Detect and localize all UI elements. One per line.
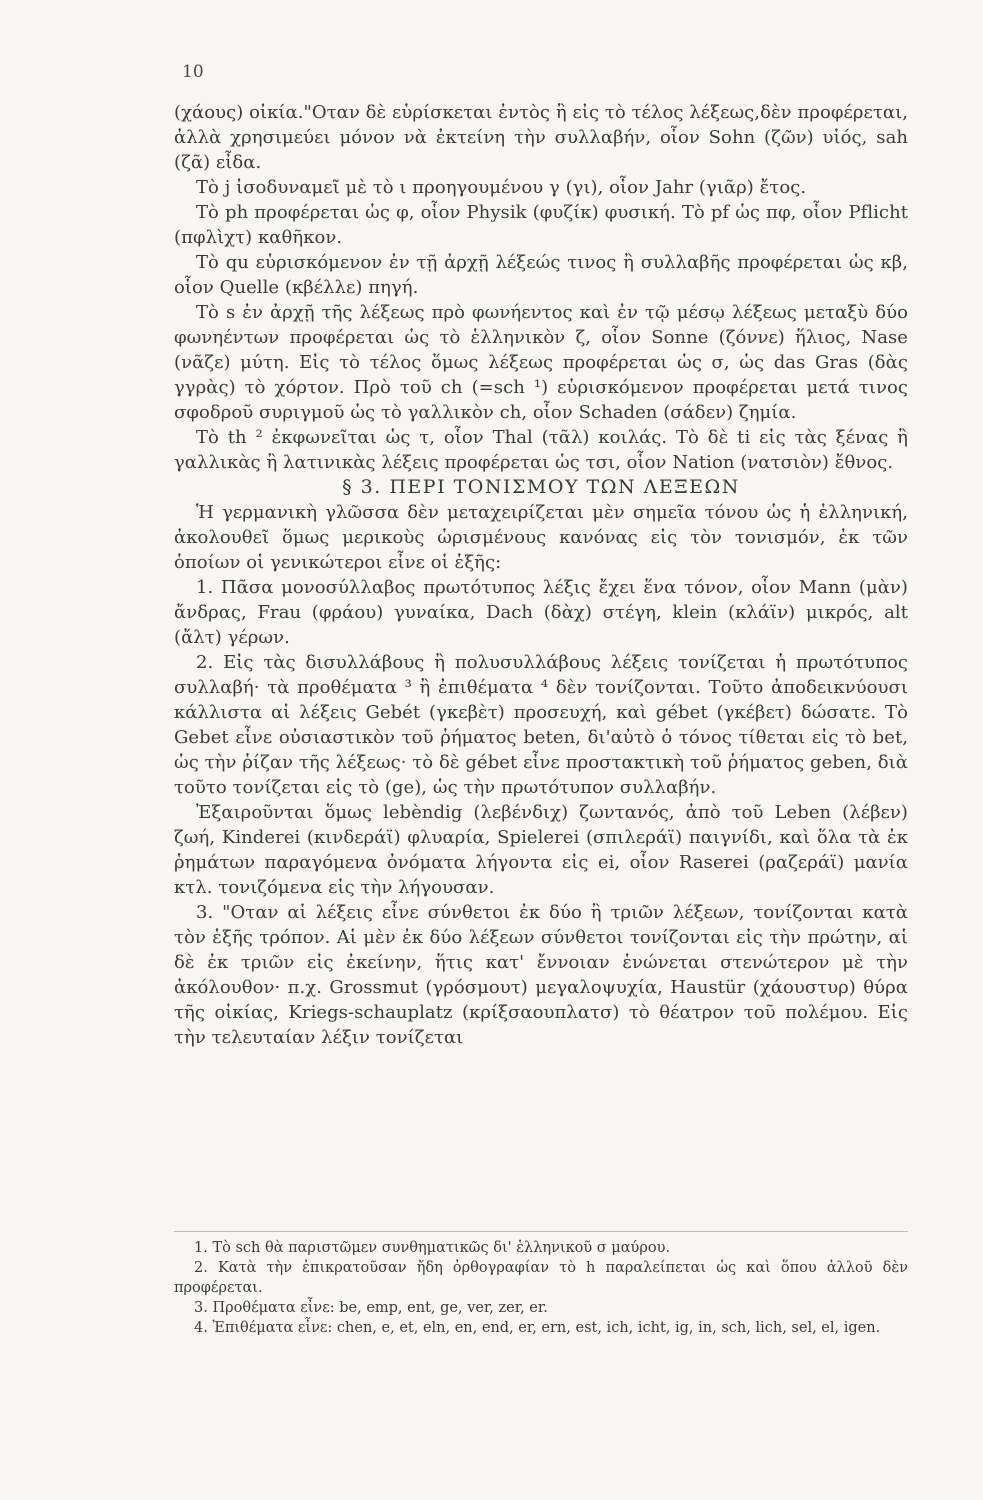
page-number: 10 xyxy=(182,62,204,82)
footnote-1: 1. Τὸ sch θὰ παριστῶμεν συνθηματικῶς δι' ἑλληνικοῦ σ μαύρου. xyxy=(194,1240,671,1256)
footnote-divider xyxy=(174,1231,908,1232)
paragraph-exceptions: Ἐξαιροῦνται ὅμως lebèndig (λεβένδιχ) ζωντανός, ἀπὸ τοῦ Leben (λέβεν) ζωή, Kinderei (κινδεράϊ) φλυαρία, Spielerei (σπιλεράϊ) παιγνίδι, καὶ ὅλα τὰ ἐκ ῥημάτων παραγόμενα ὀνόματα λήγοντα εἰς ei, οἷον Raserei (ραζεράϊ) μανία κτλ. τονιζόμενα εἰς τὴν λήγουσαν. xyxy=(174,802,908,898)
footnotes xyxy=(174,1238,908,1338)
paragraph-j-rule: Τὸ j ἰσοδυναμεῖ μὲ τὸ ι προηγουμένου γ (γι), οἷον Jahr (γιᾶρ) ἔτος. xyxy=(196,177,807,198)
main-text xyxy=(174,100,908,1050)
footnote-2: 2. Κατὰ τὴν ἐπικρατοῦσαν ἤδη ὀρθογραφίαν τὸ h παραλείπεται ὡς καὶ ὅπου ἀλλοῦ δὲν προφέρεται. xyxy=(174,1260,908,1296)
footnote-3: 3. Προθέματα εἶνε: be, emp, ent, ge, ver, zer, er. xyxy=(194,1300,548,1316)
paragraph-chaous: (χάους) οἰκία."Οταν δὲ εὑρίσκεται ἐντὸς ἢ εἰς τὸ τέλος λέξεως,δὲν προφέρεται, ἀλλὰ χρησιμεύει μόνον νὰ ἐκτείνη τὴν συλλαβήν, οἷον Sohn (ζῶν) υἱός, sah (ζᾶ) εἶδα. xyxy=(174,102,908,173)
paragraph-ph-rule: Τὸ ph προφέρεται ὡς φ, οἷον Physik (φυζίκ) φυσική. Τὸ pf ὡς πφ, οἷον Pflicht (πφλὶχτ) καθῆκον. xyxy=(174,202,908,248)
paragraph-rule-1: 1. Πᾶσα μονοσύλλαβος πρωτότυπος λέξις ἔχει ἕνα τόνον, οἷον Mann (μὰν) ἄνδρας, Frau (φράου) γυναίκα, Dach (δὰχ) στέγη, klein (κλάϊν) μικρός, alt (ἄλτ) γέρων. xyxy=(174,577,908,648)
footnote-4: 4. Ἐπιθέματα εἶνε: chen, e, et, eln, en, end, er, ern, est, ich, icht, ig, in, sch, lich, sel, el, igen. xyxy=(194,1320,881,1336)
paragraph-s-rule: Τὸ s ἐν ἀρχῇ τῆς λέξεως πρὸ φωνήεντος καὶ ἐν τῷ μέσῳ λέξεως μεταξὺ δύο φωνηέντων προφέρεται ὡς τὸ ἑλληνικὸν ζ, οἷον Sonne (ζόννε) ἥλιος, Nase (νᾶζε) μύτη. Εἰς τὸ τέλος ὅμως λέξεως προφέρεται ὡς σ, ὡς das Gras (δὰς γγρὰς) τὸ χόρτον. Πρὸ τοῦ ch (=sch ¹) εὑρισκόμενον προφέρεται μετά τινος σφοδροῦ συριγμοῦ ὡς τὸ γαλλικὸν ch, οἷον Schaden (σάδεν) ζημία. xyxy=(174,302,908,423)
paragraph-intro-accent: Ἡ γερμανικὴ γλῶσσα δὲν μεταχειρίζεται μὲν σημεῖα τόνου ὡς ἡ ἑλληνική, ἀκολουθεῖ ὅμως μερικοὺς ὡρισμένους κανόνας εἰς τὸν τονισμόν, ἐκ τῶν ὁποίων οἱ γενικώτεροι εἶνε οἱ ἑξῆς: xyxy=(174,502,908,573)
paragraph-rule-2: 2. Εἰς τὰς δισυλλάβους ἢ πολυσυλλάβους λέξεις τονίζεται ἡ πρωτότυπος συλλαβή· τὰ προθέματα ³ ἢ ἐπιθέματα ⁴ δὲν τονίζονται. Τοῦτο ἀποδεικνύουσι κάλλιστα αἱ λέξεις Gebét (γκεβὲτ) προσευχή, καὶ gébet (γκέβετ) δώσατε. Τὸ Gebet εἶνε οὐσιαστικὸν τοῦ ῥήματος beten, δι'αὐτὸ ὁ τόνος τίθεται εἰς τὸ bet, ὡς τὴν ῥίζαν τῆς λέξεως· τὸ δὲ gébet εἶνε προστακτικὴ τοῦ ῥήματος geben, διὰ τοῦτο τονίζεται εἰς τὸ (ge), ὡς τὴν πρωτότυπον συλλαβήν. xyxy=(174,652,908,798)
paragraph-qu-rule: Τὸ qu εὑρισκόμενον ἐν τῇ ἀρχῇ λέξεώς τινος ἢ συλλαβῆς προφέρεται ὡς κβ, οἷον Quelle (κβέλλε) πηγή. xyxy=(174,252,908,298)
paragraph-th-rule: Τὸ th ² ἐκφωνεῖται ὡς τ, οἷον Thal (τᾶλ) κοιλάς. Τὸ δὲ ti εἰς τὰς ξένας ἢ γαλλικὰς ἢ λατινικὰς λέξεις προφέρεται ὡς τσι, οἷον Nation (νατσιὸν) ἔθνος. xyxy=(174,427,908,473)
section-title: § 3. ΠΕΡΙ ΤΟΝΙΣΜΟΥ ΤΩΝ ΛΕΞΕΩΝ xyxy=(342,476,740,498)
paragraph-rule-3: 3. "Οταν αἱ λέξεις εἶνε σύνθετοι ἐκ δύο ἢ τριῶν λέξεων, τονίζονται κατὰ τὸν ἑξῆς τρόπον. Αἱ μὲν ἐκ δύο λέξεων σύνθετοι τονίζονται εἰς τὴν πρώτην, αἱ δὲ ἐκ τριῶν εἰς ἐκείνην, ἥτις κατ' ἔννοιαν ἑνώνεται στενώτερον μὲ τὴν ἀκόλουθον· π.χ. Grossmut (γρόσμουτ) μεγαλοψυχία, Haustür (χάουστυρ) θύρα τῆς οἰκίας, Kriegs-schauplatz (κρίξσαουπλατσ) τὸ θέατρον τοῦ πολέμου. Εἰς τὴν τελευταίαν λέξιν τονίζεται xyxy=(174,902,908,1048)
